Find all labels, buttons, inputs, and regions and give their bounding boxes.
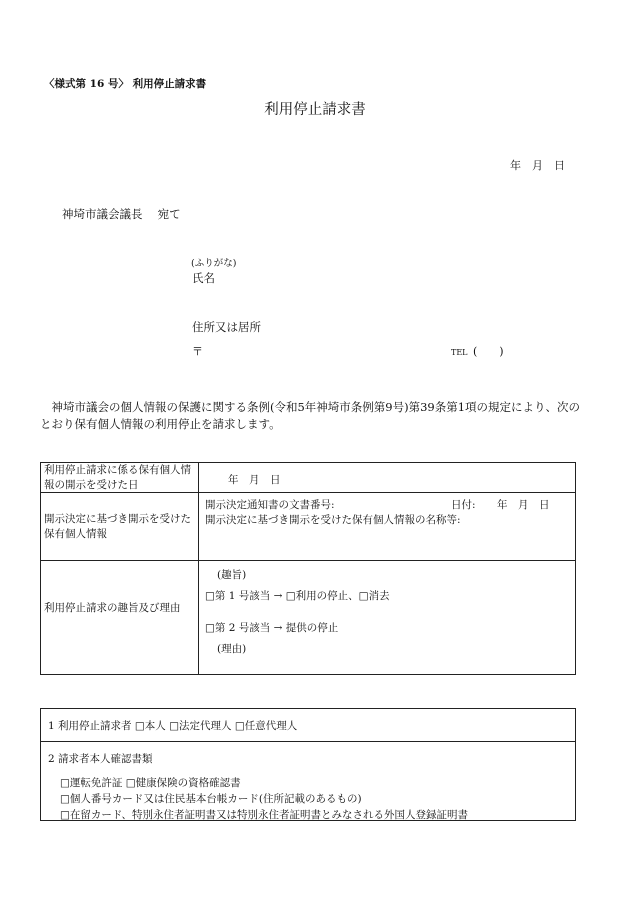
id-docs-line-1: □運転免許証 □健康保険の資格確認書 (60, 777, 241, 789)
info-name-label: 開示決定に基づき開示を受けた保有個人情報の名称等: (205, 514, 461, 526)
page-title: 利用停止請求書 (264, 102, 366, 118)
disclosed-info-label: 開示決定に基づき開示を受けた保有個人情報 (44, 513, 191, 540)
disclosure-date-value: 年 月 日 (228, 474, 281, 486)
requester-identity-table (40, 708, 576, 821)
table-divider (41, 741, 575, 742)
tel-label: TEL (451, 348, 468, 357)
id-docs-heading: 2 請求者本人確認書類 (48, 753, 153, 765)
table-row-disclosed-info (41, 493, 575, 561)
table-row-disclosure-date (41, 463, 575, 493)
option-clause-1: □第 1 号該当 → □利用の停止、□消去 (205, 590, 390, 602)
furigana-label: (ふりがな) (191, 258, 237, 269)
reason-label: (理由) (217, 643, 247, 655)
doc-number-label: 開示決定通知書の文書番号: (205, 499, 335, 511)
request-details-table (40, 462, 576, 675)
decision-date-label: 日付: (451, 499, 476, 511)
name-label: 氏名 (192, 271, 215, 285)
requester-type: 1 利用停止請求者 □本人 □法定代理人 □任意代理人 (48, 720, 298, 732)
addressee: 神埼市議会議長 宛て (62, 207, 181, 221)
purpose-label: (趣旨) (217, 569, 247, 581)
tel-parens: ( ) (473, 345, 504, 358)
id-docs-line-2: □個人番号カード又は住民基本台帳カード(住所記載のあるもの) (60, 793, 362, 805)
request-date: 年 月 日 (510, 159, 565, 172)
form-number: 〈様式第 16 号〉 利用停止請求書 (44, 78, 207, 90)
postal-mark: 〒 (192, 345, 203, 358)
intro-text: 神埼市議会の個人情報の保護に関する条例(令和5年神埼市条例第9号)第39条第1項の規定により、次のとおり保有個人情報の利用停止を請求します。 (40, 400, 581, 431)
disclosure-date-label: 利用停止請求に係る保有個人情報の開示を受けた日 (44, 464, 191, 491)
address-label: 住所又は居所 (192, 320, 261, 334)
table-row-purpose-reason (41, 561, 575, 674)
option-clause-2: □第 2 号該当 → 提供の停止 (205, 622, 339, 634)
id-docs-line-3: □在留カード、特別永住者証明書又は特別永住者証明書とみなされる外国人登録証明書 (60, 809, 468, 821)
decision-date-value: 年 月 日 (497, 499, 550, 511)
purpose-reason-label: 利用停止請求の趣旨及び理由 (44, 602, 181, 614)
tel-field (451, 343, 504, 359)
